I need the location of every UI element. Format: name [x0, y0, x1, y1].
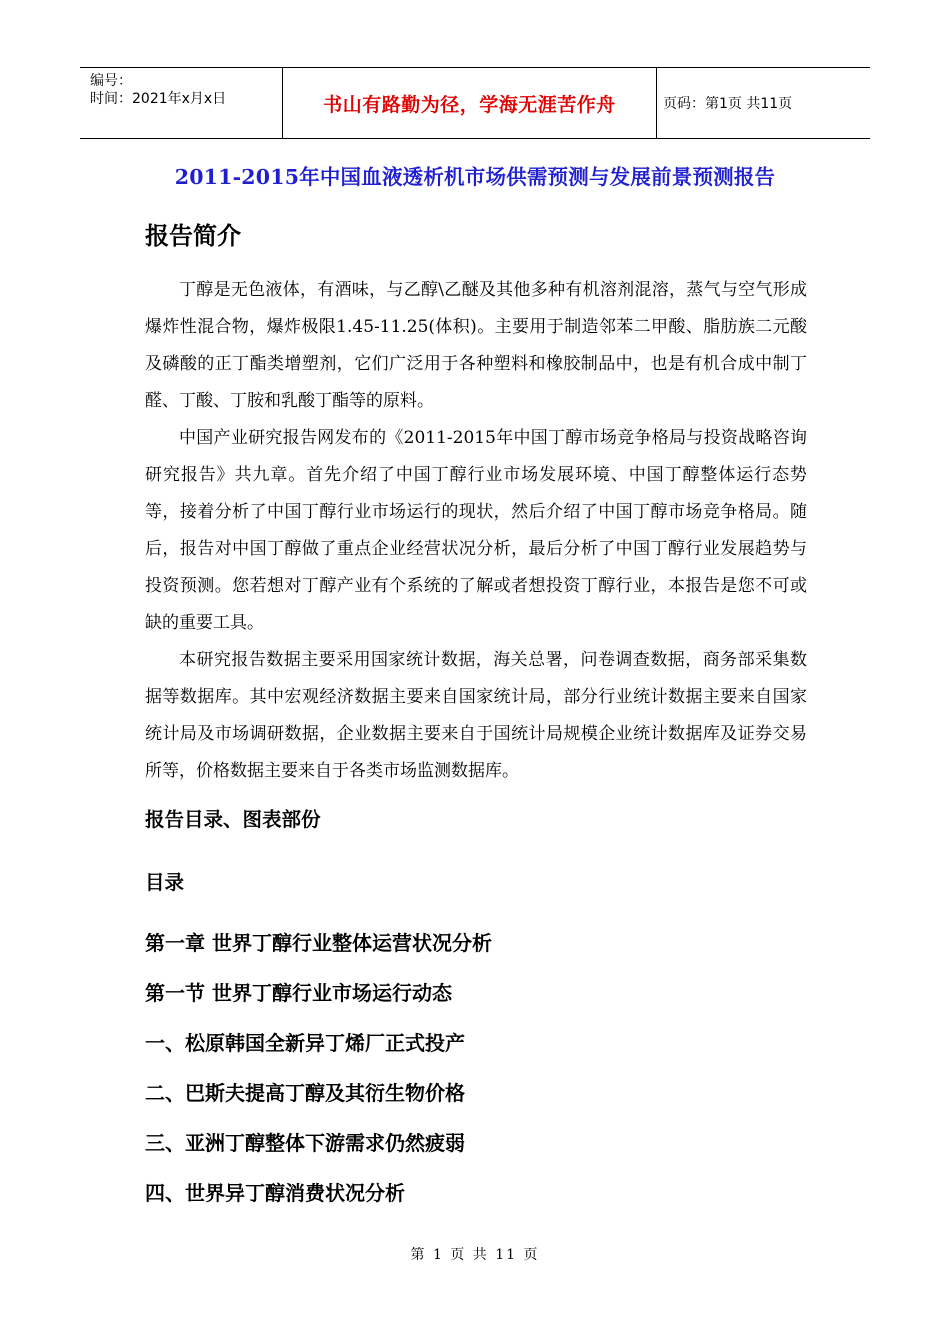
header-motto-cell — [282, 68, 657, 138]
toc-heading: 目录 — [145, 871, 185, 894]
header-page-info: 页码：第1页 共11页 — [663, 96, 793, 112]
toc-item: 第一节 世界丁醇行业市场运行动态 — [145, 981, 452, 1005]
header-motto: 书山有路勤为径，学海无涯苦作舟 — [323, 93, 616, 116]
page-header — [80, 67, 870, 139]
document-time-label: 时间：2021年x月x日 — [90, 91, 227, 107]
toc-item: 二、巴斯夫提高丁醇及其衍生物价格 — [145, 1081, 465, 1105]
page-footer: 第 1 页 共 11 页 — [410, 1247, 540, 1263]
toc-item: 第一章 世界丁醇行业整体运营状况分析 — [145, 931, 492, 955]
catalog-heading: 报告目录、图表部份 — [145, 808, 321, 831]
intro-body — [145, 272, 807, 790]
intro-paragraph: 本研究报告数据主要采用国家统计数据，海关总署，问卷调查数据，商务部采集数据等数据库。其中宏观经济数据主要来自国家统计局，部分行业统计数据主要来自国家统计局及市场调研数据，企业数据主要来自于国统计局规模企业统计数据库及证券交易所等，价格数据主要来自于各类市场监测数据库。 — [145, 650, 807, 781]
toc-item: 四、世界异丁醇消费状况分析 — [145, 1181, 405, 1205]
table-of-contents — [145, 928, 845, 1228]
header-meta — [80, 68, 282, 138]
toc-item: 三、亚洲丁醇整体下游需求仍然疲弱 — [145, 1131, 465, 1155]
intro-paragraph: 丁醇是无色液体，有酒味，与乙醇\乙醚及其他多种有机溶剂混溶，蒸气与空气形成爆炸性混合物，爆炸极限1.45-11.25(体积)。主要用于制造邻苯二甲酸、脂肪族二元酸及磷酸的正丁酯类增塑剂，它们广泛用于各种塑料和橡胶制品中，也是有机合成中制丁醛、丁酸、丁胺和乳酸丁酯等的原料。 — [145, 280, 807, 411]
document-title: 2011-2015年中国血液透析机市场供需预测与发展前景预测报告 — [174, 165, 776, 189]
intro-paragraph: 中国产业研究报告网发布的《2011-2015年中国丁醇市场竞争格局与投资战略咨询研究报告》共九章。首先介绍了中国丁醇行业市场发展环境、中国丁醇整体运行态势等，接着分析了中国丁醇行业市场运行的现状，然后介绍了中国丁醇市场竞争格局。随后，报告对中国丁醇做了重点企业经营状况分析，最后分析了中国丁醇行业发展趋势与投资预测。您若想对丁醇产业有个系统的了解或者想投资丁醇行业，本报告是您不可或缺的重要工具。 — [145, 428, 807, 633]
intro-heading: 报告简介 — [145, 222, 241, 250]
document-number-label: 编号： — [90, 73, 132, 89]
toc-item: 一、松原韩国全新异丁烯厂正式投产 — [145, 1031, 465, 1055]
